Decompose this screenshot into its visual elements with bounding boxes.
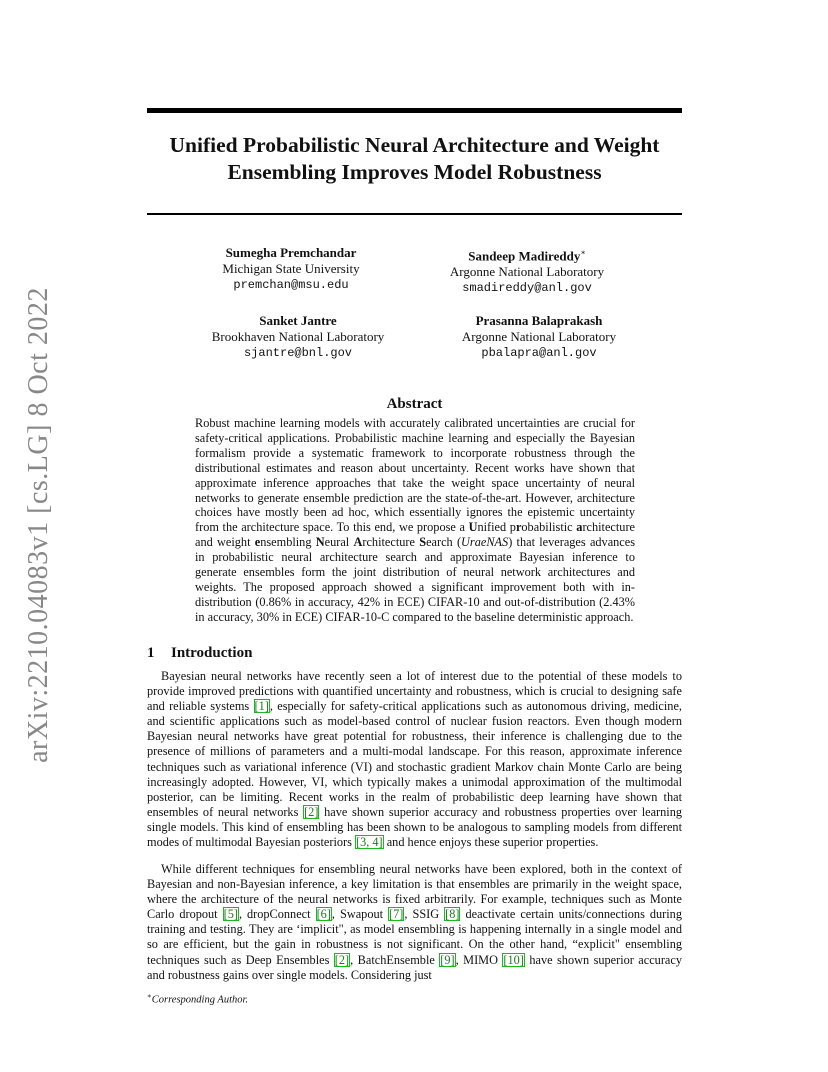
citation-link[interactable]: [2] — [334, 952, 350, 967]
acronym-word: rchitecture — [362, 535, 420, 550]
text-run: , MIMO — [455, 952, 503, 967]
footnote-text: Corresponding Author. — [151, 994, 249, 1006]
arxiv-stamp — [14, 287, 64, 763]
text-run: While different techniques for ensembling neural networks have been explored, both in the context of Bayesian and non-Bayesian inference, a key limitation is that ensembles are primarily in the weight space, where the architecture of the neural networks is fixed arbitrarily. For example, techniques such as Monte Carlo dropout — [147, 862, 682, 922]
abstract-part-2: ) that leverages advances in probabilistic neural architecture search and approximate Bayesian inference to generate ensembles form the joint distribution of neural network architectures and weights. The proposed approach showed a significant improvement both with in-distribution (0.86% in accuracy, 42% in ECE) CIFAR-10 and out-of-distribution (2.43% in accuracy, 30% in ECE) CIFAR-10-C compared to the baseline deterministic approach. — [195, 535, 636, 624]
footnote — [147, 992, 248, 1006]
text-run: , especially for safety-critical applications such as autonomous driving, medicine, and scientific applications such as model-based control of nuclear fusion reactors. Even though modern Bayesian neural networks have great potential for robustness, their inference is challenging due to the presence of millions of parameters and a multi-modal landscape. For this reason, approximate inference techniques such as variational inference (VI) and stochastic gradient Markov chain Monte Carlo are being increasingly adopted. However, VI, which typically makes a unimodal approximation of the multimodal posterior, can be limiting. Recent works in the realm of probabilistic deep learning have shown that ensembles of neural networks — [147, 699, 682, 819]
author-affiliation: Michigan State University — [222, 261, 360, 276]
abstract-part-1: Robust machine learning models with accurately calibrated uncertainties are crucial for safety-critical applications. Probabilistic machine learning and especially the Bayesian formalism provide a systematic framework to incorporate robustness through the distributional estimates and reason about uncertainty. Recent works have shown that approximate inference approaches that take the weight space uncertainty of neural networks to generate ensemble prediction are the state-of-the-art. However, architecture choices have mostly been ad hoc, which essentially ignores the epistemic uncertainty from the architecture space. To this end, we propose a — [195, 416, 635, 535]
citation-link[interactable]: [8] — [445, 907, 460, 922]
text-run: , dropConnect — [238, 907, 316, 922]
acronym-word: nsembling — [260, 535, 316, 550]
acronym-letter: r — [515, 520, 522, 535]
author-block-1 — [161, 245, 421, 293]
acronym-word: rchitecture and weight — [195, 520, 636, 550]
text-run: and hence enjoys these superior properties. — [383, 835, 599, 850]
acronym-letter: S — [419, 535, 427, 550]
author-name: Sandeep Madireddy — [468, 248, 581, 264]
text-run: , BatchEnsemble — [350, 952, 440, 967]
author-email[interactable]: pbalapra@anl.gov — [481, 346, 597, 360]
citation-link[interactable]: [5] — [223, 907, 238, 922]
author-name-line — [397, 245, 657, 264]
section-number: 1 — [147, 645, 155, 661]
text-run: , SSIG — [404, 907, 445, 922]
acronym-letter: e — [254, 535, 261, 550]
citation-link[interactable]: [9] — [440, 952, 455, 967]
author-name: Sumegha Premchandar — [225, 245, 357, 260]
arxiv-identifier[interactable]: arXiv:2210.04083v1 [cs.LG] 8 Oct 2022 — [23, 287, 55, 763]
title-bottom-rule — [147, 213, 682, 215]
section-title: Introduction — [171, 645, 253, 661]
author-email[interactable]: sjantre@bnl.gov — [243, 346, 353, 360]
author-email[interactable]: smadireddy@anl.gov — [462, 281, 592, 296]
acronym-letter: U — [468, 520, 478, 535]
author-affiliation: Argonne National Laboratory — [449, 264, 605, 280]
acronym-word: nified p — [477, 520, 516, 535]
abstract-text — [195, 416, 635, 625]
section-heading — [147, 645, 252, 662]
acronym-letter: a — [576, 520, 583, 535]
author-block-4 — [409, 313, 669, 361]
text-run: have shown superior accuracy and robustness gains over single models. Considering just — [147, 952, 682, 982]
acronym-word: obabilistic — [521, 520, 577, 535]
intro-paragraph-2 — [147, 862, 682, 983]
acronym-word: eural — [324, 535, 354, 550]
citation-link[interactable]: [7] — [389, 907, 404, 922]
paper-title: Unified Probabilistic Neural Architecture and Weight Ensembling Improves Model Robustness — [169, 133, 660, 184]
author-name: Sanket Jantre — [259, 313, 337, 328]
citation-link[interactable]: [6] — [316, 907, 331, 922]
acronym-letter: N — [315, 535, 325, 550]
citation-link[interactable]: [10] — [503, 952, 524, 967]
acronym-letter: A — [353, 535, 363, 550]
author-email[interactable]: premchan@msu.edu — [233, 278, 349, 292]
text-run: Bayesian neural networks have recently seen a lot of interest due to the potential of these models to provide improved predictions with quantified uncertainty and robustness, which is crucial to designing safe and reliable systems — [147, 669, 682, 714]
author-name: Prasanna Balaprakash — [475, 313, 603, 328]
text-run: , Swapout — [331, 907, 389, 922]
author-block-2 — [397, 245, 657, 296]
citation-link[interactable]: [3, 4] — [356, 835, 383, 850]
citation-link[interactable]: [2] — [304, 804, 319, 819]
corresponding-mark[interactable]: ∗ — [580, 248, 586, 257]
intro-paragraph-1 — [147, 669, 682, 850]
abstract-heading: Abstract — [386, 396, 443, 412]
text-run: deactivate certain units/connections during training and testing. They are ‘implicit", as model ensembling is happening internally in a single model and so are efficient, but the gain in robustness is not significant. On the other hand, “explicit" ensembling techniques such as Deep Ensembles — [147, 907, 682, 967]
author-block-3 — [168, 313, 428, 361]
method-acronym: UraeNAS — [461, 535, 509, 550]
title-top-rule — [147, 108, 682, 113]
citation-link[interactable]: [1] — [254, 699, 269, 714]
acronym-word: earch ( — [426, 535, 462, 550]
author-affiliation: Brookhaven National Laboratory — [211, 329, 385, 344]
author-affiliation: Argonne National Laboratory — [461, 329, 617, 344]
footnote-mark: ∗ — [147, 992, 152, 1000]
text-run: have shown superior accuracy and robustness properties over learning single models. This kind of ensembling has been shown to be analogous to sampling models from different modes of multimodal Bayesian posteriors — [147, 804, 682, 850]
